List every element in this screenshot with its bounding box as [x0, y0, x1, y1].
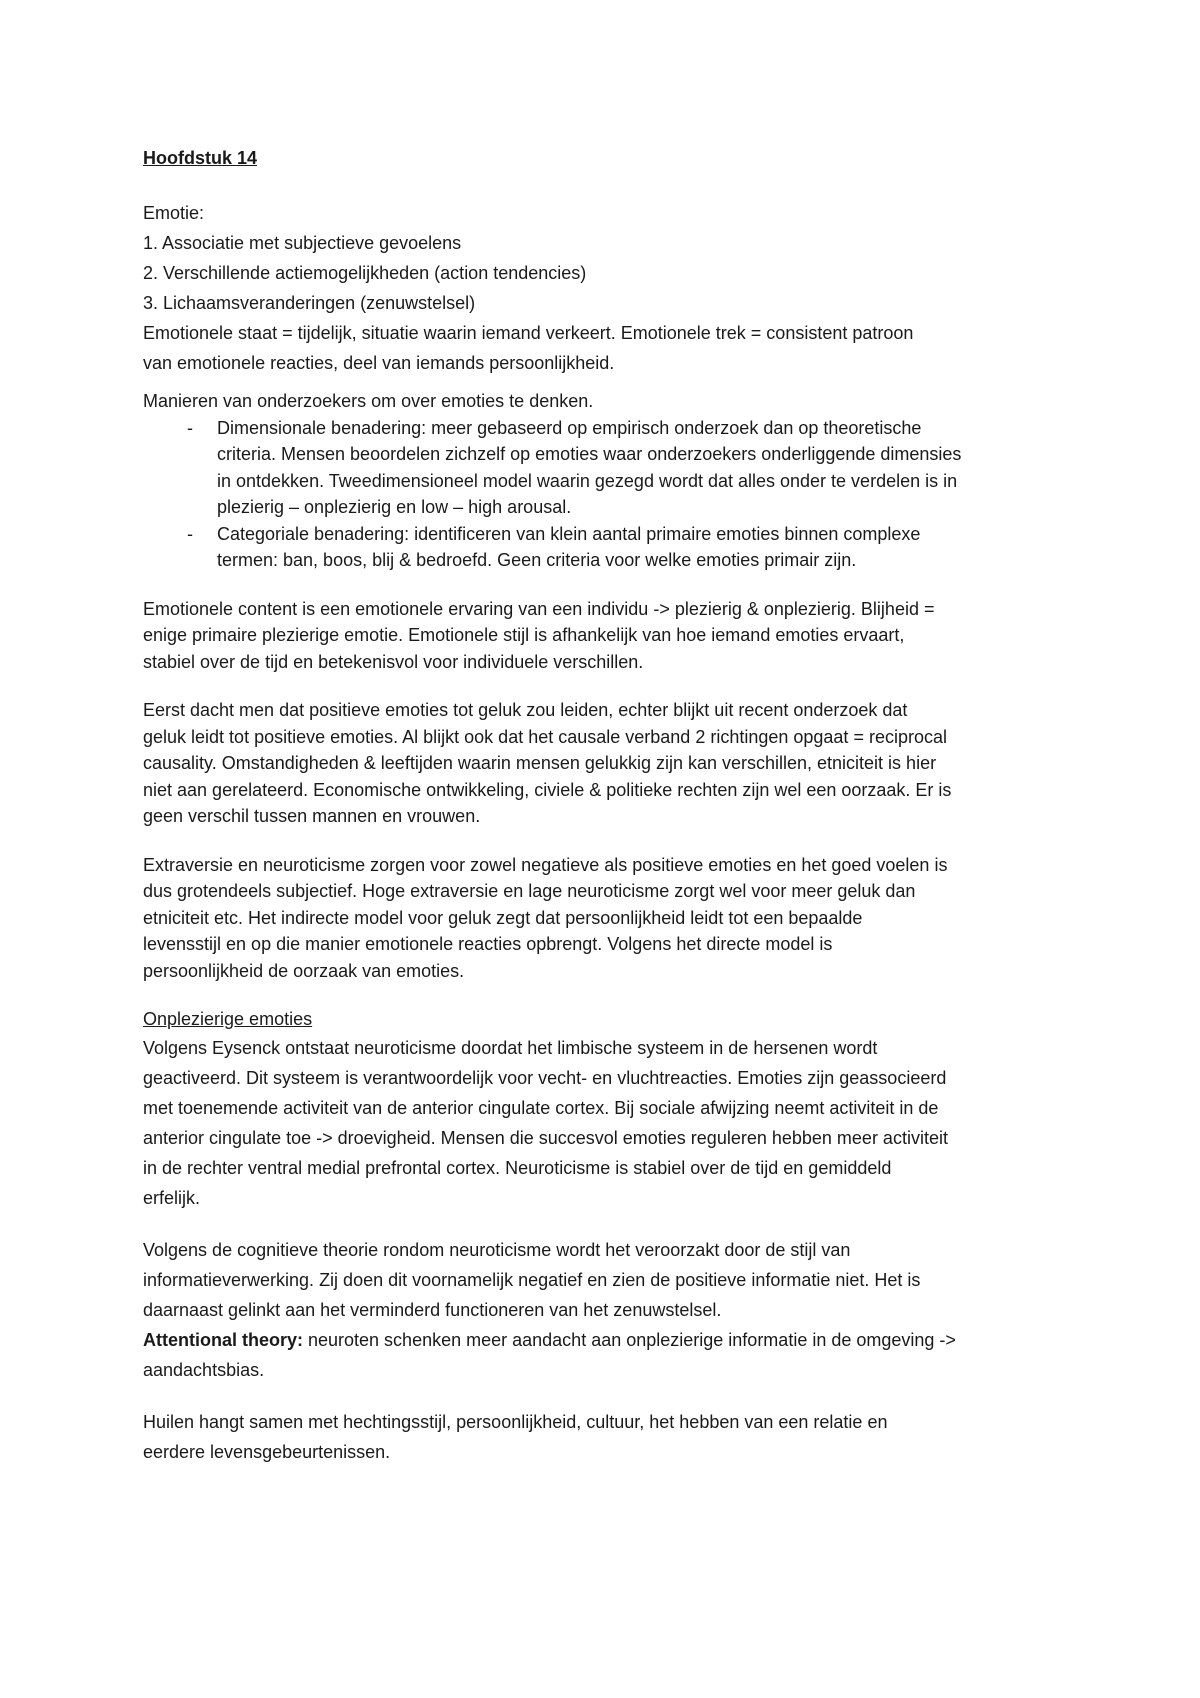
- paragraph-line: causality. Omstandigheden & leeftijden waarin mensen gelukkig zijn kan verschillen, etniciteit is hier: [143, 753, 937, 773]
- approach-item-categorical: [143, 521, 1073, 574]
- paragraph-line: aandachtsbias.: [143, 1360, 265, 1380]
- paragraph-line: niet aan gerelateerd. Economische ontwikkeling, civiele & politieke rechten zijn wel een oorzaak. Er is: [143, 779, 952, 800]
- paragraph-line: in de rechter ventral medial prefrontal cortex. Neuroticisme is stabiel over de tijd en gemiddeld: [143, 1158, 892, 1178]
- paragraph-line: geactiveerd. Dit systeem is verantwoordelijk voor vecht- en vluchtreacties. Emoties zijn geassocieerd: [143, 1068, 947, 1088]
- paragraph-content: [143, 596, 1073, 676]
- paragraph-crying: [143, 1407, 1073, 1467]
- intro-item-1: 1. Associatie met subjectieve gevoelens: [143, 233, 462, 253]
- paragraph-line: erfelijk.: [143, 1188, 201, 1208]
- approach-line: criteria. Mensen beoordelen zichzelf op emoties waar onderzoekers onderliggende dimensies: [217, 444, 962, 464]
- paragraph-happiness: [143, 697, 1073, 830]
- paragraph-line: Huilen hangt samen met hechtingsstijl, persoonlijkheid, cultuur, het hebben van een relatie en: [143, 1412, 888, 1432]
- attentional-theory-label: Attentional theory:: [143, 1330, 303, 1350]
- attentional-theory-line: [143, 1325, 1073, 1355]
- paragraph-line: anterior cingulate toe -> droevigheid. Mensen die succesvol emoties reguleren hebben meer activiteit: [143, 1128, 948, 1148]
- document-body: [143, 145, 1073, 1467]
- paragraph-line: informatieverwerking. Zij doen dit voornamelijk negatief en zien de positieve informatie niet. Het is: [143, 1270, 921, 1290]
- list-dash: -: [187, 523, 193, 544]
- approach-item-dimensional: [143, 415, 1073, 521]
- approach-line: in ontdekken. Tweedimensioneel model waarin gezegd wordt dat alles onder te verdelen is in: [217, 470, 958, 491]
- paragraph-line: persoonlijkheid de oorzaak van emoties.: [143, 960, 465, 981]
- paragraph-line: met toenemende activiteit van de anterior cingulate cortex. Bij sociale afwijzing neemt activiteit in de: [143, 1098, 939, 1118]
- paragraph-line: eerdere levensgebeurtenissen.: [143, 1442, 391, 1462]
- paragraph-line: Volgens Eysenck ontstaat neuroticisme doordat het limbische systeem in de hersenen wordt: [143, 1038, 878, 1058]
- paragraph-line: geen verschil tussen mannen en vrouwen.: [143, 806, 481, 826]
- definition-line-2: van emotionele reacties, deel van iemands persoonlijkheid.: [143, 353, 615, 373]
- intro-label: Emotie:: [143, 203, 205, 223]
- paragraph-line: etniciteit etc. Het indirecte model voor geluk zegt dat persoonlijkheid leidt tot een bepaalde: [143, 907, 863, 928]
- paragraph-line: levensstijl en op die manier emotionele reacties opbrengt. Volgens het directe model is: [143, 934, 833, 954]
- paragraph-extraversion: [143, 852, 1073, 985]
- paragraph-line: enige primaire plezierige emotie. Emotionele stijl is afhankelijk van hoe iemand emoties ervaart,: [143, 625, 905, 645]
- chapter-title: Hoofdstuk 14: [143, 148, 258, 168]
- paragraph-line: stabiel over de tijd en betekenisvol voor individuele verschillen.: [143, 651, 644, 672]
- paragraph-line: Volgens de cognitieve theorie rondom neuroticisme wordt het veroorzakt door de stijl van: [143, 1240, 851, 1260]
- approach-line: Categoriale benadering: identificeren van klein aantal primaire emoties binnen complexe: [217, 523, 921, 544]
- paragraph-line: Eerst dacht men dat positieve emoties tot geluk zou leiden, echter blijkt uit recent onderzoek dat: [143, 700, 908, 720]
- approach-line: Dimensionale benadering: meer gebaseerd op empirisch onderzoek dan op theoretische: [217, 417, 922, 438]
- paragraph-line: geluk leidt tot positieve emoties. Al blijkt ook dat het causale verband 2 richtingen opgaat = reciprocal: [143, 726, 947, 747]
- section-heading-unpleasant: Onplezierige emoties: [143, 1009, 313, 1029]
- paragraph-line: Emotionele content is een emotionele ervaring van een individu -> plezierig & onplezierig. Blijheid =: [143, 598, 935, 619]
- intro-item-2: 2. Verschillende actiemogelijkheden (action tendencies): [143, 263, 587, 283]
- paragraph-line: daarnaast gelinkt aan het verminderd functioneren van het zenuwstelsel.: [143, 1300, 722, 1320]
- paragraph-unpleasant: [143, 1033, 1073, 1213]
- approaches-intro: Manieren van onderzoekers om over emoties te denken.: [143, 391, 594, 411]
- paragraph-cognitive: [143, 1235, 1073, 1385]
- definition-line-1: Emotionele staat = tijdelijk, situatie waarin iemand verkeert. Emotionele trek = consistent patroon: [143, 323, 914, 343]
- approach-line: termen: ban, boos, blij & bedroefd. Geen criteria voor welke emoties primair zijn.: [217, 550, 857, 570]
- attentional-theory-text: neuroten schenken meer aandacht aan onplezierige informatie in de omgeving ->: [303, 1330, 956, 1350]
- approach-line: plezierig – onplezierig en low – high arousal.: [217, 497, 572, 517]
- approaches-list: [143, 415, 1073, 574]
- intro-item-3: 3. Lichaamsveranderingen (zenuwstelsel): [143, 293, 476, 313]
- list-dash: -: [187, 417, 193, 438]
- paragraph-line: dus grotendeels subjectief. Hoge extraversie en lage neuroticisme zorgt wel voor meer geluk dan: [143, 881, 916, 901]
- paragraph-line: Extraversie en neuroticisme zorgen voor zowel negatieve als positieve emoties en het goed voelen is: [143, 854, 948, 875]
